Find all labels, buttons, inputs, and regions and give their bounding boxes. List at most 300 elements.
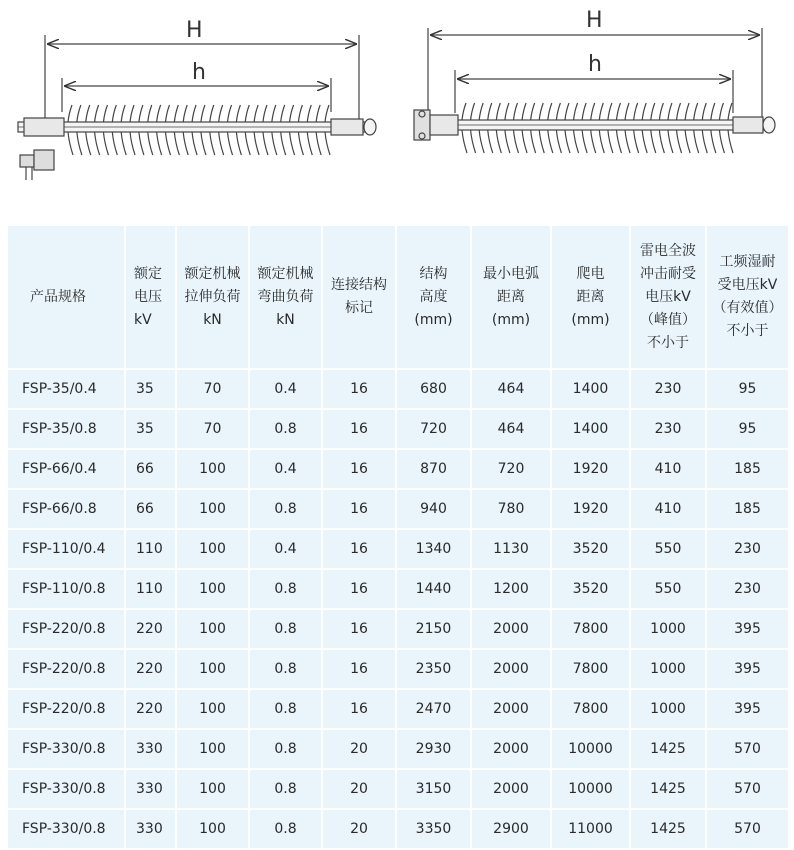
shed-fin xyxy=(642,130,647,153)
header-line: (mm) xyxy=(414,311,453,328)
shed-fin xyxy=(298,105,302,122)
shed-fin xyxy=(582,130,587,153)
shed-fin xyxy=(694,103,698,120)
table-cell: 16 xyxy=(322,529,396,569)
insulator-diagrams xyxy=(0,0,794,222)
table-cell: 2000 xyxy=(471,769,551,809)
table-row xyxy=(7,609,789,649)
shed-fin xyxy=(103,132,108,155)
table-cell: 100 xyxy=(176,649,249,689)
shed-fin xyxy=(634,130,639,153)
table-cell: 10000 xyxy=(551,729,630,769)
shed-fin xyxy=(677,103,681,120)
header-line: kV xyxy=(134,311,152,328)
table-row xyxy=(7,529,789,569)
shed-fin xyxy=(112,132,117,155)
shed-fin xyxy=(711,103,715,120)
shed-fin xyxy=(462,130,467,153)
shed-fin xyxy=(591,130,596,153)
shed-fin xyxy=(148,105,152,122)
table-cell: 16 xyxy=(322,649,396,689)
header-line: （有效值） xyxy=(712,300,783,316)
header-cell-0 xyxy=(7,225,125,369)
header-line: 标记 xyxy=(345,300,373,316)
table-row xyxy=(7,689,789,729)
shed-fin xyxy=(121,105,125,122)
header-cell-2 xyxy=(176,225,249,369)
shed-fin xyxy=(68,132,73,155)
shed-fin xyxy=(228,132,233,155)
table-cell: 570 xyxy=(706,809,789,849)
table-cell: 3520 xyxy=(551,529,630,569)
table-cell: 16 xyxy=(322,569,396,609)
table-cell: 16 xyxy=(322,369,396,409)
right-overall-height-label: H xyxy=(586,8,603,33)
table-cell: 395 xyxy=(706,609,789,649)
table-cell: 1425 xyxy=(630,809,706,849)
header-line: 冲击耐受 xyxy=(640,265,696,282)
header-line: 电压 xyxy=(134,288,162,305)
table-cell: 570 xyxy=(706,769,789,809)
shed-fin xyxy=(139,132,144,155)
table-cell: 220 xyxy=(125,609,176,649)
table-row xyxy=(7,769,789,809)
shed-fin xyxy=(685,130,690,153)
table-cell: 100 xyxy=(176,449,249,489)
table-cell: 230 xyxy=(706,529,789,569)
shed-fin xyxy=(556,103,560,120)
table-row xyxy=(7,569,789,609)
table-cell: 100 xyxy=(176,689,249,729)
table-cell: 230 xyxy=(630,369,706,409)
shed-fin xyxy=(574,130,579,153)
table-cell: 2470 xyxy=(396,689,471,729)
shed-fin xyxy=(307,132,312,155)
table-row xyxy=(7,409,789,449)
header-line: 电压kV xyxy=(645,288,691,305)
header-cell-1 xyxy=(125,225,176,369)
product-model-cell: FSP-330/0.8 xyxy=(7,769,125,809)
shed-fin xyxy=(325,105,329,122)
table-cell: 0.4 xyxy=(249,369,322,409)
table-cell: 2150 xyxy=(396,609,471,649)
table-cell: 395 xyxy=(706,689,789,729)
shed-fin xyxy=(651,130,656,153)
product-model-cell: FSP-220/0.8 xyxy=(7,609,125,649)
shed-fin xyxy=(316,105,320,122)
product-model-cell: FSP-330/0.8 xyxy=(7,729,125,769)
product-model-cell: FSP-110/0.4 xyxy=(7,529,125,569)
header-line: 弯曲负荷 xyxy=(257,288,314,305)
shed-fin xyxy=(174,105,178,122)
header-cell-9 xyxy=(706,225,789,369)
header-cell-8 xyxy=(630,225,706,369)
table-row xyxy=(7,729,789,769)
table-cell: 66 xyxy=(125,489,176,529)
table-cell: 3520 xyxy=(551,569,630,609)
table-cell: 100 xyxy=(176,729,249,769)
shed-fin xyxy=(728,130,733,153)
table-cell: 550 xyxy=(630,569,706,609)
shed-fin xyxy=(165,105,169,122)
table-cell: 2000 xyxy=(471,609,551,649)
table-cell: 1000 xyxy=(630,609,706,649)
shed-fin xyxy=(219,105,223,122)
header-line: (mm) xyxy=(491,311,531,328)
shed-fin xyxy=(556,130,561,153)
header-line: (mm) xyxy=(571,311,610,328)
header-cell-5 xyxy=(396,225,471,369)
table-cell: 185 xyxy=(706,489,789,529)
shed-fin xyxy=(505,103,509,120)
table-cell: 2900 xyxy=(471,809,551,849)
shed-fin xyxy=(201,132,206,155)
shed-fin xyxy=(531,103,535,120)
table-cell: 2000 xyxy=(471,689,551,729)
table-cell: 0.8 xyxy=(249,729,322,769)
table-cell: 16 xyxy=(322,409,396,449)
shed-fin xyxy=(625,130,630,153)
right-insulator xyxy=(414,28,775,153)
header-cell-6 xyxy=(471,225,551,369)
table-cell: 100 xyxy=(176,529,249,569)
shed-fin xyxy=(192,132,197,155)
table-cell: 720 xyxy=(396,409,471,449)
shed-fin xyxy=(599,130,604,153)
table-cell: 95 xyxy=(706,369,789,409)
table-cell: 16 xyxy=(322,449,396,489)
shed-fin xyxy=(471,103,475,120)
header-line: kN xyxy=(276,311,295,328)
shed-fin xyxy=(157,132,162,155)
header-line: 雷电全波 xyxy=(640,242,696,259)
table-cell: 3350 xyxy=(396,809,471,849)
shed-fin xyxy=(479,103,483,120)
shed-fin xyxy=(513,130,518,153)
shed-fin xyxy=(599,103,603,120)
header-cell-7 xyxy=(551,225,630,369)
shed-fin xyxy=(719,130,724,153)
table-cell: 0.4 xyxy=(249,449,322,489)
product-model-cell: FSP-35/0.8 xyxy=(7,409,125,449)
header-line: 最小电弧 xyxy=(483,265,539,282)
shed-fin xyxy=(86,105,90,122)
shed-fin xyxy=(298,132,303,155)
table-cell: 7800 xyxy=(551,649,630,689)
left-insulation-height-label: h xyxy=(192,60,206,85)
shed-fin xyxy=(307,105,311,122)
shed-fin xyxy=(254,105,258,122)
header-line: 拉伸负荷 xyxy=(184,288,241,305)
table-cell: 35 xyxy=(125,409,176,449)
table-cell: 66 xyxy=(125,449,176,489)
table-cell: 940 xyxy=(396,489,471,529)
shed-fin xyxy=(496,130,501,153)
table-cell: 16 xyxy=(322,489,396,529)
table-cell: 0.8 xyxy=(249,409,322,449)
product-model-cell: FSP-66/0.8 xyxy=(7,489,125,529)
table-cell: 16 xyxy=(322,689,396,729)
left-overall-height-label: H xyxy=(186,18,203,43)
shed-fin xyxy=(668,103,672,120)
right-insulation-height-label: h xyxy=(588,52,602,77)
header-line: 额定机械 xyxy=(184,265,241,282)
header-line: 距离 xyxy=(576,288,605,305)
table-cell: 7800 xyxy=(551,689,630,729)
table-cell: 0.8 xyxy=(249,769,322,809)
header-line: 不小于 xyxy=(726,323,769,339)
table-cell: 230 xyxy=(630,409,706,449)
header-line: 额定机械 xyxy=(257,265,314,282)
shed-fin xyxy=(694,130,699,153)
table-cell: 464 xyxy=(471,369,551,409)
shed-fin xyxy=(325,132,330,155)
table-cell: 70 xyxy=(176,369,249,409)
table-cell: 330 xyxy=(125,729,176,769)
table-cell: 230 xyxy=(706,569,789,609)
header-line: 爬电 xyxy=(576,265,605,282)
table-cell: 1400 xyxy=(551,409,630,449)
table-cell: 185 xyxy=(706,449,789,489)
table-cell: 1340 xyxy=(396,529,471,569)
table-cell: 1200 xyxy=(471,569,551,609)
header-line: 产品规格 xyxy=(30,288,86,305)
table-cell: 110 xyxy=(125,529,176,569)
table-cell: 220 xyxy=(125,649,176,689)
table-cell: 100 xyxy=(176,769,249,809)
header-line: （峰值） xyxy=(640,311,696,328)
table-cell: 1130 xyxy=(471,529,551,569)
shed-fin xyxy=(210,132,215,155)
shed-fin xyxy=(148,132,153,155)
left-insulator xyxy=(18,35,376,180)
table-cell: 410 xyxy=(630,449,706,489)
table-cell: 870 xyxy=(396,449,471,489)
table-cell: 464 xyxy=(471,409,551,449)
table-cell: 3150 xyxy=(396,769,471,809)
shed-fin xyxy=(290,132,295,155)
table-cell: 550 xyxy=(630,529,706,569)
shed-fin xyxy=(77,132,82,155)
table-cell: 2930 xyxy=(396,729,471,769)
shed-fin xyxy=(522,130,527,153)
table-cell: 0.8 xyxy=(249,809,322,849)
header-line: 连接结构 xyxy=(331,277,387,293)
shed-fin xyxy=(548,103,552,120)
shed-fin xyxy=(272,105,276,122)
shed-fin xyxy=(192,105,196,122)
shed-fin xyxy=(245,105,249,122)
shed-fin xyxy=(565,103,569,120)
shed-fin xyxy=(157,105,161,122)
table-cell: 2000 xyxy=(471,649,551,689)
shed-fin xyxy=(702,130,707,153)
shed-fin xyxy=(471,130,476,153)
shed-fin xyxy=(219,132,224,155)
shed-fin xyxy=(263,132,268,155)
table-cell: 220 xyxy=(125,689,176,729)
shed-fin xyxy=(591,103,595,120)
header-line: 工频湿耐 xyxy=(719,254,776,270)
shed-fin xyxy=(112,105,116,122)
shed-fin xyxy=(539,130,544,153)
shed-fin xyxy=(496,103,500,120)
table-cell: 0.8 xyxy=(249,649,322,689)
table-cell: 100 xyxy=(176,609,249,649)
table-row xyxy=(7,649,789,689)
table-cell: 410 xyxy=(630,489,706,529)
table-cell: 10000 xyxy=(551,769,630,809)
shed-fin xyxy=(281,105,285,122)
shed-fin xyxy=(201,105,205,122)
table-cell: 20 xyxy=(322,769,396,809)
shed-fin xyxy=(165,132,170,155)
shed-fin xyxy=(263,105,267,122)
table-cell: 570 xyxy=(706,729,789,769)
table-cell: 7800 xyxy=(551,609,630,649)
shed-fin xyxy=(574,103,578,120)
shed-fin xyxy=(642,103,646,120)
table-row xyxy=(7,489,789,529)
shed-fin xyxy=(281,132,286,155)
table-cell: 70 xyxy=(176,409,249,449)
shed-fin xyxy=(245,132,250,155)
shed-fin xyxy=(316,132,321,155)
product-model-cell: FSP-220/0.8 xyxy=(7,649,125,689)
shed-fin xyxy=(685,103,689,120)
shed-fin xyxy=(290,105,294,122)
shed-fin xyxy=(462,103,466,120)
table-row xyxy=(7,809,789,849)
product-model-cell: FSP-110/0.8 xyxy=(7,569,125,609)
shed-fin xyxy=(548,130,553,153)
table-cell: 110 xyxy=(125,569,176,609)
table-cell: 1400 xyxy=(551,369,630,409)
shed-fin xyxy=(183,105,187,122)
header-line: 受电压kV xyxy=(717,277,778,293)
table-cell: 1425 xyxy=(630,729,706,769)
table-cell: 95 xyxy=(706,409,789,449)
table-cell: 20 xyxy=(322,729,396,769)
shed-fin xyxy=(539,103,543,120)
shed-fin xyxy=(565,130,570,153)
shed-fin xyxy=(719,103,723,120)
product-model-cell: FSP-220/0.8 xyxy=(7,689,125,729)
header-line: 不小于 xyxy=(647,334,689,351)
table-cell: 330 xyxy=(125,769,176,809)
table-row xyxy=(7,449,789,489)
table-cell: 100 xyxy=(176,569,249,609)
spec-table xyxy=(6,224,790,850)
table-cell: 0.8 xyxy=(249,489,322,529)
table-cell: 11000 xyxy=(551,809,630,849)
product-model-cell: FSP-35/0.4 xyxy=(7,369,125,409)
insulator-drawing xyxy=(0,0,794,222)
table-header-row xyxy=(7,225,789,369)
shed-fin xyxy=(174,132,179,155)
shed-fin xyxy=(210,105,214,122)
product-model-cell: FSP-330/0.8 xyxy=(7,809,125,849)
shed-fin xyxy=(77,105,81,122)
shed-fin xyxy=(513,103,517,120)
shed-fin xyxy=(130,132,135,155)
shed-fin xyxy=(608,130,613,153)
shed-fin xyxy=(130,105,134,122)
table-cell: 20 xyxy=(322,809,396,849)
shed-fin xyxy=(582,103,586,120)
table-cell: 680 xyxy=(396,369,471,409)
table-cell: 0.4 xyxy=(249,529,322,569)
header-line: kN xyxy=(203,311,222,328)
shed-fin xyxy=(139,105,143,122)
shed-fin xyxy=(68,105,72,122)
shed-fin xyxy=(625,103,629,120)
table-cell: 1440 xyxy=(396,569,471,609)
shed-fin xyxy=(531,130,536,153)
table-row xyxy=(7,369,789,409)
shed-fin xyxy=(488,130,493,153)
shed-fin xyxy=(95,105,99,122)
shed-fin xyxy=(659,130,664,153)
table-cell: 780 xyxy=(471,489,551,529)
table-cell: 1425 xyxy=(630,769,706,809)
table-cell: 330 xyxy=(125,809,176,849)
header-line: 结构 xyxy=(419,265,448,282)
shed-fin xyxy=(651,103,655,120)
shed-fin xyxy=(183,132,188,155)
shed-fin xyxy=(616,103,620,120)
table-cell: 1000 xyxy=(630,689,706,729)
table-cell: 2350 xyxy=(396,649,471,689)
shed-fin xyxy=(236,105,240,122)
shed-fin xyxy=(668,130,673,153)
shed-fin xyxy=(121,132,126,155)
shed-fin xyxy=(254,132,259,155)
table-cell: 16 xyxy=(322,609,396,649)
shed-fin xyxy=(505,130,510,153)
table-cell: 720 xyxy=(471,449,551,489)
table-cell: 35 xyxy=(125,369,176,409)
table-cell: 1000 xyxy=(630,649,706,689)
table-cell: 2000 xyxy=(471,729,551,769)
header-cell-4 xyxy=(322,225,396,369)
table-cell: 100 xyxy=(176,489,249,529)
shed-fin xyxy=(86,132,91,155)
shed-fin xyxy=(236,132,241,155)
shed-fin xyxy=(95,132,100,155)
shed-fin xyxy=(103,105,107,122)
shed-fin xyxy=(522,103,526,120)
header-line: 高度 xyxy=(419,288,448,305)
table-cell: 100 xyxy=(176,809,249,849)
shed-fin xyxy=(634,103,638,120)
table-cell: 1920 xyxy=(551,489,630,529)
table-cell: 395 xyxy=(706,649,789,689)
shed-fin xyxy=(488,103,492,120)
shed-fin xyxy=(616,130,621,153)
shed-fin xyxy=(479,130,484,153)
shed-fin xyxy=(608,103,612,120)
shed-fin xyxy=(272,132,277,155)
shed-fin xyxy=(228,105,232,122)
shed-fin xyxy=(659,103,663,120)
header-line: 距离 xyxy=(497,288,525,305)
table-cell: 0.8 xyxy=(249,609,322,649)
shed-fin xyxy=(728,103,732,120)
shed-fin xyxy=(702,103,706,120)
shed-fin xyxy=(677,130,682,153)
product-model-cell: FSP-66/0.4 xyxy=(7,449,125,489)
